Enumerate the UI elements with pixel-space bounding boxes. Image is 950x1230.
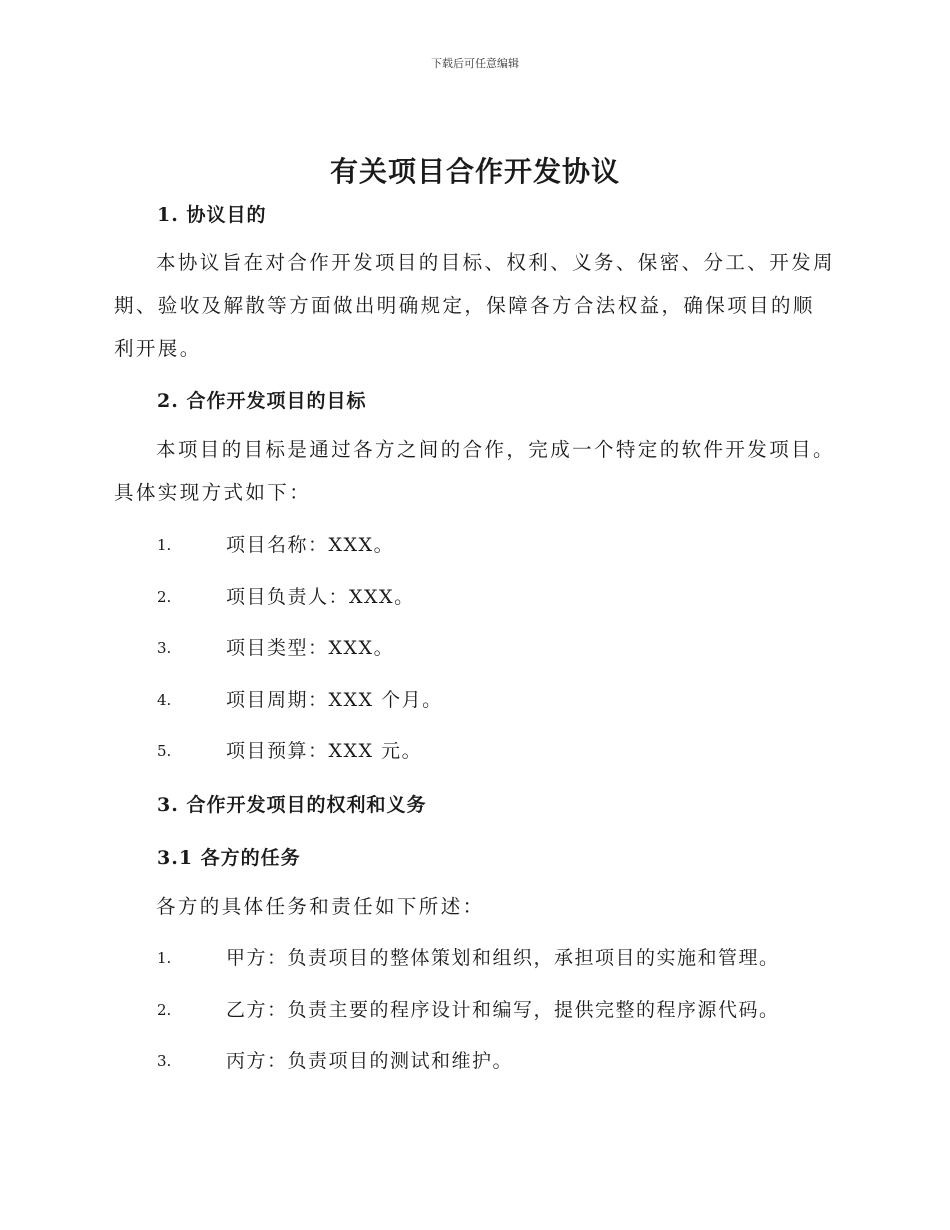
list-item-text: 丙方：负责项目的测试和维护。 xyxy=(226,1050,514,1072)
list-item-text: 项目类型：XXX。 xyxy=(226,637,395,659)
list-item-number: 3. xyxy=(157,1052,172,1070)
list-item-text: 项目负责人：XXX。 xyxy=(226,586,415,608)
list-item-number: 1. xyxy=(157,949,172,967)
list-item-number: 4. xyxy=(157,691,172,709)
list-item-number: 1. xyxy=(157,536,172,554)
list-item-text: 乙方：负责主要的程序设计和编写，提供完整的程序源代码。 xyxy=(226,999,780,1021)
section-3-1-paragraph: 各方的具体任务和责任如下所述： xyxy=(156,895,485,918)
list-item-text: 项目预算：XXX 元。 xyxy=(226,740,423,762)
section-2-paragraph: 本项目的目标是通过各方之间的合作，完成一个特定的软件开发项目。具体实现方式如下： xyxy=(114,438,835,504)
section-2-heading: 2. 合作开发项目的目标 xyxy=(157,390,367,412)
list-item-number: 2. xyxy=(157,588,172,606)
document-title: 有关项目合作开发协议 xyxy=(329,155,620,188)
section-1-paragraph: 本协议旨在对合作开发项目的目标、权利、义务、保密、分工、开发周期、验收及解散等方面做出明确规定，保障各方合法权益，确保项目的顺利开展。 xyxy=(114,251,835,360)
section-3-1-heading: 3.1 各方的任务 xyxy=(157,847,301,869)
header-note: 下载后可任意编辑 xyxy=(431,57,519,70)
list-item-text: 项目周期：XXX 个月。 xyxy=(226,689,443,711)
list-item-text: 甲方：负责项目的整体策划和组织，承担项目的实施和管理。 xyxy=(226,947,780,969)
list-item-number: 2. xyxy=(157,1001,172,1019)
section-3-heading: 3. 合作开发项目的权利和义务 xyxy=(157,794,427,816)
list-item-text: 项目名称：XXX。 xyxy=(226,534,395,556)
list-item-number: 5. xyxy=(157,742,172,760)
list-item-number: 3. xyxy=(157,639,172,657)
section-1-heading: 1. 协议目的 xyxy=(157,204,267,226)
